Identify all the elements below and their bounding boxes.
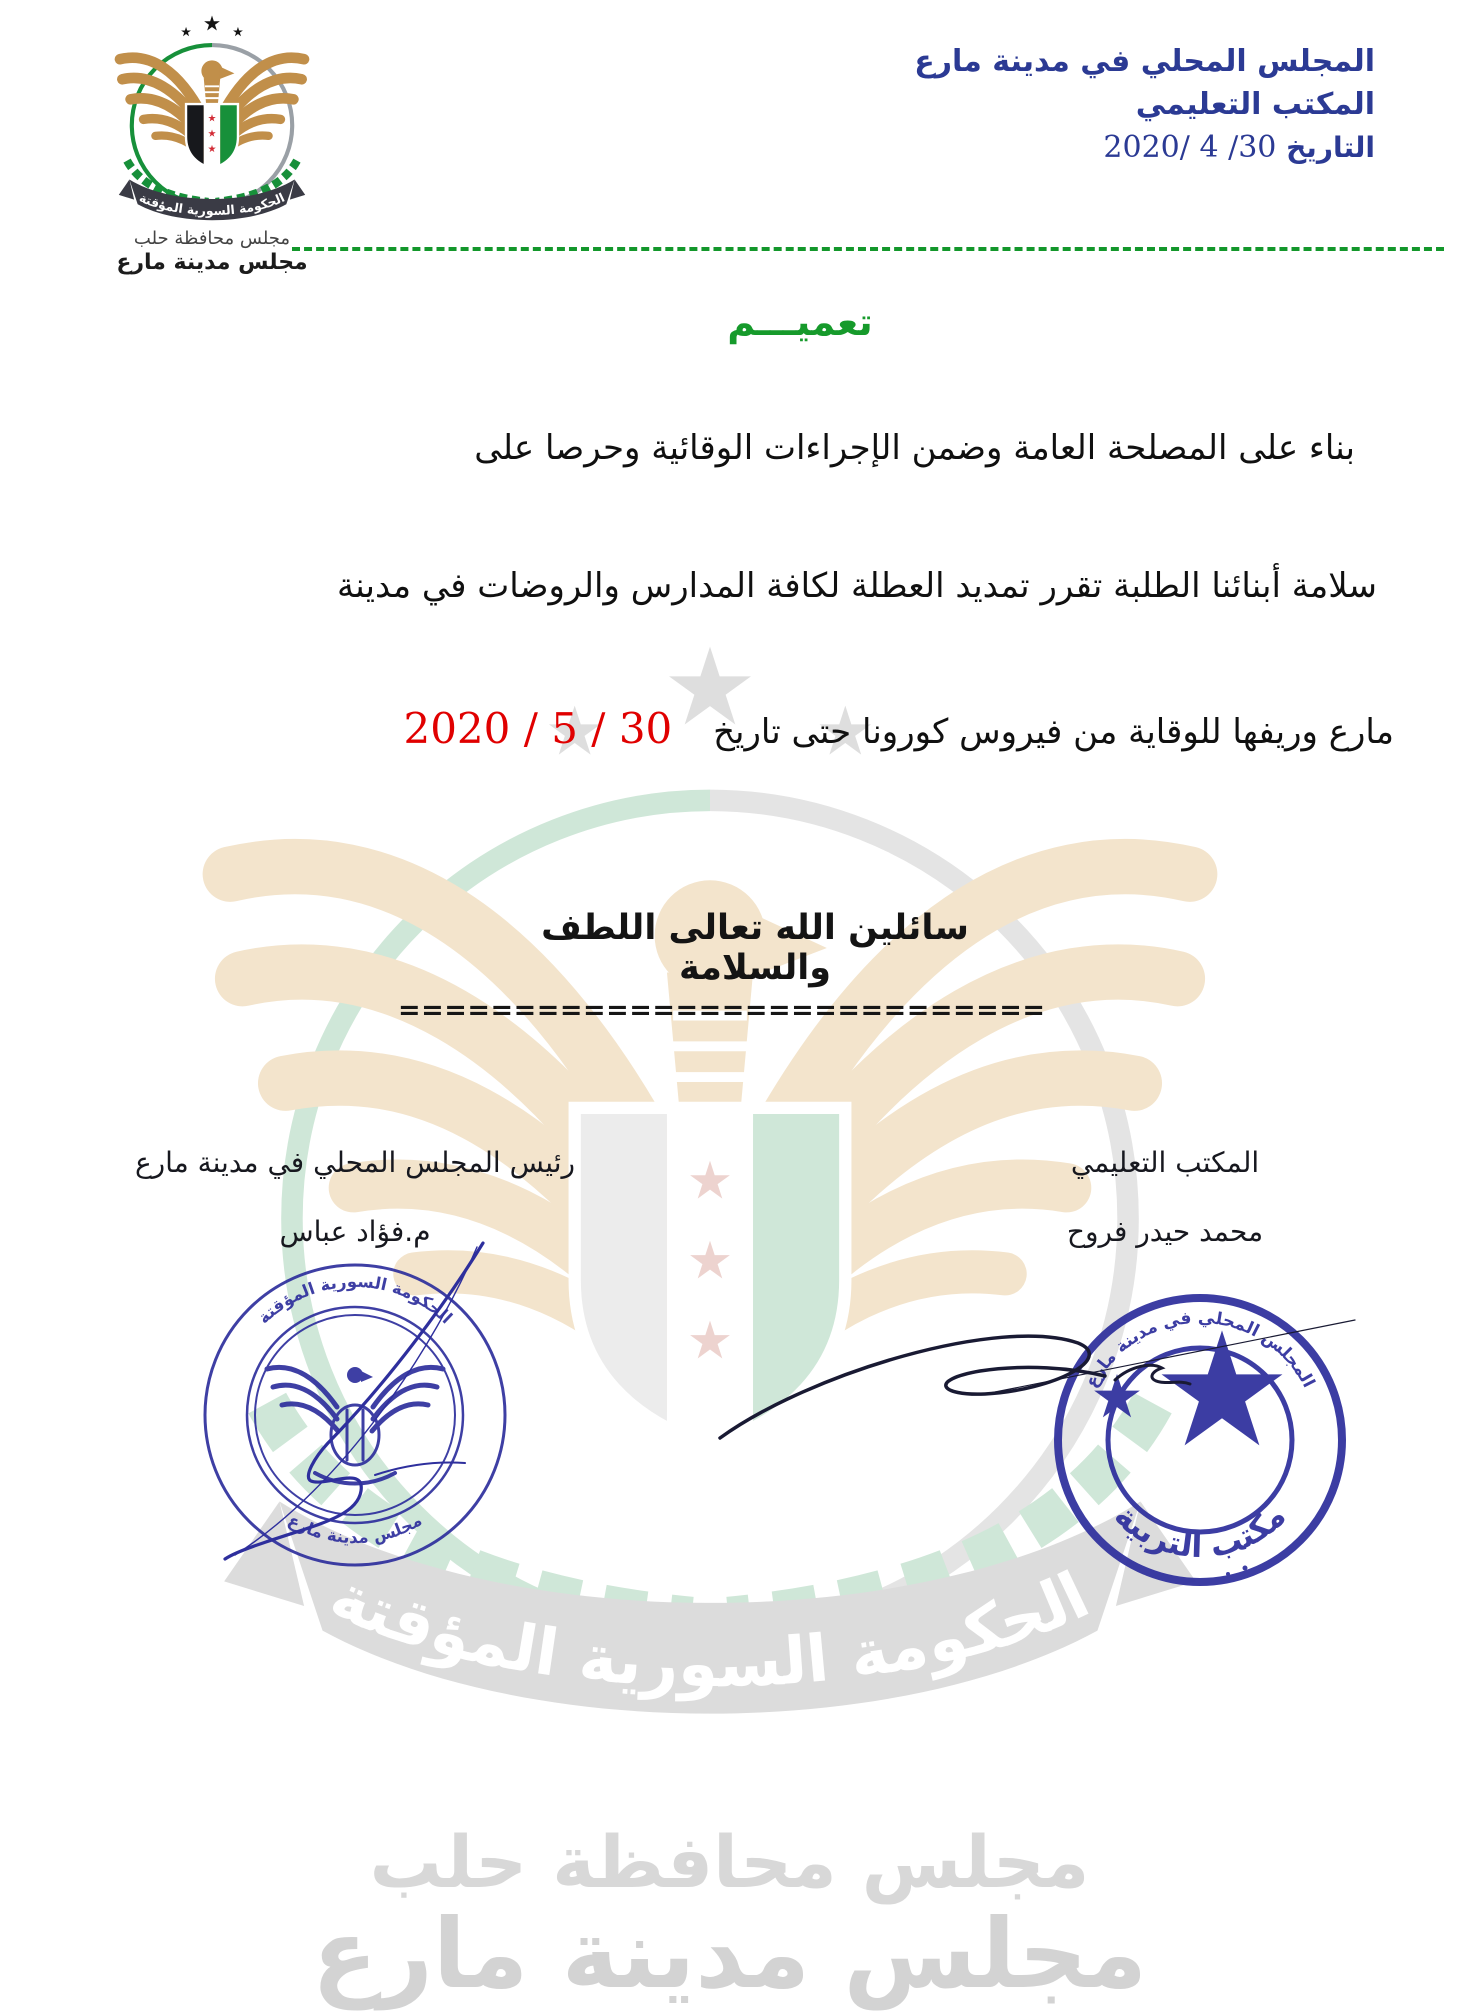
body-line-3: [403, 704, 1394, 753]
circular-title: تعميـــم: [727, 300, 873, 344]
header-divider: [292, 247, 1444, 251]
body-line-3-text: مارع وريفها للوقاية من فيروس كورونا حتى تاريخ: [713, 712, 1394, 752]
letterhead-block: [914, 40, 1375, 169]
interim-government-logo: [94, 12, 330, 222]
watermark-city-council-text: مجلس مدينة مارع: [311, 1898, 1148, 2010]
watermark-gov-council-text: مجلس محافظة حلب: [369, 1820, 1090, 1904]
council-round-stamp: [165, 1225, 545, 1610]
right-stamp-ring-top-text: المجلس المحلي في مدينة مارع: [1081, 1307, 1319, 1392]
logo-caption-gov-council: مجلس محافظة حلب: [133, 228, 291, 249]
svg-text:الحكومة السورية المؤقتة: [254, 1272, 456, 1328]
education-office-stamp: [700, 1268, 1372, 1613]
signature-block-education-office: [985, 1146, 1345, 1248]
council-head-name: م.فؤاد عباس: [279, 1215, 431, 1248]
deadline-date: 30 / 5 / 2020: [403, 704, 673, 753]
letterhead-council-line: المجلس المحلي في مدينة مارع: [914, 44, 1375, 79]
right-stamp-ring-bottom-text: مكتب التربية: [1106, 1496, 1294, 1566]
education-office-name: محمد حيدر فروح: [1066, 1215, 1264, 1248]
left-stamp-ring-top-text: الحكومة السورية المؤقتة: [254, 1271, 456, 1328]
body-line-2: سلامة أبنائنا الطلبة تقرر تمديد العطلة لكافة المدارس والروضات في مدينة: [337, 566, 1377, 606]
left-stamp-eagle-icon: [267, 1367, 443, 1483]
stamp-star-outline-icon: [1208, 1379, 1237, 1406]
eagle-emblem-graphic: [119, 16, 305, 221]
equals-separator: ============================: [398, 995, 1046, 1026]
date-value: 30/ 4 /2020: [1103, 130, 1277, 165]
council-head-title: رئيس المجلس المحلي في مدينة مارع: [134, 1146, 576, 1179]
logo-caption-city-council: مجلس مدينة مارع: [116, 250, 308, 275]
svg-text:مكتب التربية: [1107, 1496, 1293, 1565]
closing-supplication: سائلين الله تعالى اللطف والسلامة: [541, 908, 969, 988]
letterhead-date-line: [914, 126, 1375, 169]
left-stamp-ring-bottom-text: مجلس مدينة مارع: [284, 1510, 426, 1548]
letterhead-office-line: المكتب التعليمي: [1135, 87, 1375, 122]
date-label: التاريخ: [1286, 131, 1375, 164]
body-line-1: بناء على المصلحة العامة وضمن الإجراءات الوقائية وحرصا على: [474, 428, 1355, 468]
education-office-title: المكتب التعليمي: [1070, 1146, 1260, 1179]
